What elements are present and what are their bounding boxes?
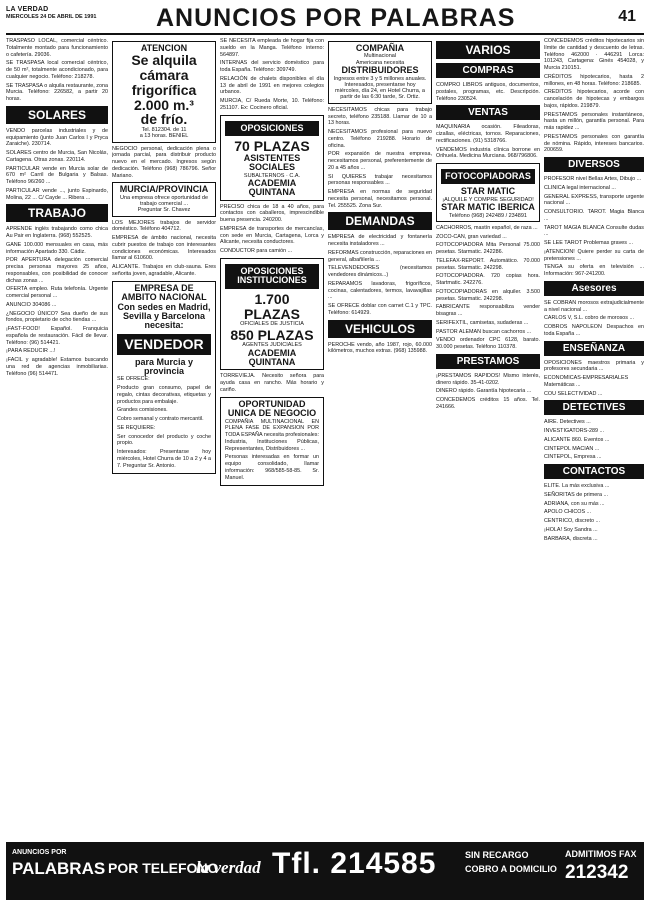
box-line: OFICIALES DE JUSTICIA (240, 321, 304, 328)
classified-ad: ANUNCIO 304086 ... (6, 301, 57, 308)
section-header-asesores: Asesores (544, 281, 644, 296)
box-line: OPORTUNIDAD UNICA DE NEGOCIO (227, 398, 317, 419)
classified-ad: EMPRESA de transportes de mercancías, con sede en Murcia, Cartagena, Lorca y Alicante, necesita conductores. (220, 225, 324, 246)
box-line: 850 PLAZAS (230, 326, 314, 343)
classified-ad: COBROS NAPOLEON Despachos en toda España ... (544, 324, 644, 337)
classified-ad: ALICANTE. Trabajos en club-sauna. Eres señorita joven, agradable, Alicante. (112, 264, 216, 277)
section-header-detectives: DETECTIVES (544, 400, 644, 415)
box-line: cámara (139, 67, 189, 84)
classified-grid (6, 38, 644, 836)
box-line: SUBALTERNOS · C.A. (243, 172, 301, 179)
classified-ad: OPOSICIONES maestros primaria y profesores secundaria ... (544, 359, 644, 373)
box-line: FOTOCOPIADORAS (441, 169, 535, 184)
box-line: Americana necesita (355, 59, 405, 66)
box-line: Personas interesadas en formar un equipo consolidado, llamar información: 968/585-58-85. Sr. Manuel. (225, 454, 319, 481)
classified-ad: POR APERTURA delegación comercial precisa personas mayores 25 años, responsables, con posibilidad de conocer dichas zonas ... (6, 257, 108, 284)
box-line: ASISTENTES SOCIALES (243, 152, 301, 173)
classified-ad: SE COBRAN morosos extrajudicialmente a nivel nacional ... (544, 299, 644, 313)
classified-ad: CACHORROS, mastín español, de raza ... (436, 224, 538, 231)
fax-label: ADMITIMOS FAX (565, 849, 637, 859)
business-opportunity-box (220, 397, 324, 487)
oposiciones-ad-box (220, 115, 324, 201)
box-line: a 13 horas. BENIEL (139, 133, 189, 140)
section-header-diversos: DIVERSOS (544, 157, 644, 172)
section-header-compras: COMPRAS (436, 63, 540, 78)
classified-ad: SE TRASPASA local comercial céntrico, de 50 m², totalmente acondicionado, para cualquier negocio. Teléfono: 218278. (6, 60, 108, 80)
classified-ad: APRENDE inglés trabajando como chica Au Pair en Inglaterra. (968) 552525. (6, 226, 108, 239)
classified-ad: SOLARES centro de Murcia, San Nicolás, Cartagena. Otras zonas. 220114. (6, 150, 108, 163)
box-line: de frío. (140, 111, 188, 128)
classified-ad: ¡FACIL y agradable! Estamos buscando una red de agencias inmobiliarias. Teléfono (96) 514471. (6, 357, 108, 377)
classified-ad: SE TRASPASA o alquila restaurante, zona Murcia. Teléfono: 226582, a partir 20 horas. (6, 82, 108, 102)
classified-ad: CONCEDEMOS créditos hipotecarios sin límite de cantidad y descuento de letras. Teléfono 462000 · 446291 Lorca: 101243, Cartagena: Ginés 454028, y Murcia 210151. (544, 38, 644, 71)
classified-ad: OFERTA empleo. Ruta telefonía. Urgente comercial personal ... (6, 286, 108, 299)
classified-ad: POR expansión de nuestra empresa, necesitamos personal, preferentemente de 20 a 45 años ... (328, 151, 432, 171)
classified-ad: ¿NEGOCIO ÚNICO? Sea dueño de sus fondos, propietario de ocho tiendas ... (6, 310, 108, 324)
classified-ad: FABRICANTE responsabiliza vender bisagras ... (436, 304, 540, 318)
classified-ad: SE OFRECE doblar con carnet C.1 y TPC. Teléfono: 614929. (328, 303, 432, 316)
vendor-item: Cobro semanal y contrato mercantil. (117, 416, 204, 423)
classified-ad: PRECISO chica de 18 a 40 años, para contactos con caballeros, imprescindible buena presencia. 240200. (220, 203, 324, 224)
box-line: Multinacional (363, 53, 397, 60)
star-matic-ad-box (436, 163, 540, 222)
footer-label: PALABRAS (12, 859, 106, 878)
box-line: 2.000 m.³ (134, 96, 194, 113)
vendor-item: Ser conocedor del producto y coche propio. (117, 433, 211, 447)
classified-ad: TAROT MAGIA BLANCA Consulte dudas ... (544, 224, 644, 238)
classified-ad: GANE 100.000 mensuales en casa, más información Apartado 330. Cádiz. (6, 241, 108, 255)
classified-ad: ¡FAST-FOOD! Español. Franquicia española de restauración. Fácil de llevar. Teléfono: (96) 514421. (6, 326, 108, 346)
classified-ad: PARTICULAR vende en Murcia solar de 670 m² Carril de Bulgaria y Balsas. Teléfono 96/260 ... (6, 165, 108, 185)
cold-storage-ad-box (112, 41, 216, 143)
classified-ad: ZOCO-CAN, gran variedad ... (436, 233, 507, 240)
box-line: Una empresa ofrece oportunidad de trabajo comercial ... (119, 194, 209, 207)
column-2 (112, 38, 216, 836)
section-header-prestamos: PRESTAMOS (436, 354, 540, 369)
box-line: OPOSICIONES INSTITUCIONES (225, 264, 319, 289)
masthead (6, 6, 644, 40)
classified-ad: INTERNAS del servicio doméstico para toda España. Teléfono: 309749. (220, 60, 324, 73)
column-3 (220, 38, 324, 836)
classified-ad: EMPRESA en normas de seguridad necesita personal, necesitamos personal. Tel. 255525. Zona Sur. (328, 189, 432, 209)
box-line: COMPAÑIA (355, 43, 405, 53)
classified-ad: SE LEE TAROT Problemas graves ... (544, 240, 633, 246)
column-1 (6, 38, 108, 836)
classified-ad: MAQUINARIA ocasión. Fileadoras, cizallas, eléctricas, tornos. Reparaciones, rectificaciones. (91) 5318766. (436, 124, 540, 144)
box-line: STAR MATIC IBERICA (441, 202, 535, 213)
box-line: ¡ALQUILE Y COMPRE SEGURIDAD! (442, 196, 534, 203)
classified-ad: PEROCHE vendo, año 1987, rojo, 60.000 kilómetros, muchos extras. (968) 135988. (328, 341, 432, 355)
box-line: Se alquila (131, 52, 197, 69)
classified-ad: ¡PRESTAMOS RAPIDOS! Mismo interés, dinero rápido. 35-41-0202. (436, 372, 540, 386)
classified-ad: TENGA su oferta en televisión ... Información: 967-241200. (544, 264, 644, 277)
footer-label: SIN RECARGO (465, 850, 529, 860)
classified-ad: EMPRESA de ámbito nacional, necesita cubrir puestos de trabajo con interesantes condiciones económicas. Interesados llamar al 610600. (112, 235, 216, 262)
classified-ad: CONSULTORIO. TAROT. Magia Blanca ... (544, 209, 644, 222)
classified-ad: NECESITAMOS profesional para nuevo centro. Teléfono 219288. Horario de oficina. (328, 129, 432, 149)
classified-ad: PRESTAMOS personales instantáneos, hasta un millón, garantía personal. Para más rapidez ... (544, 111, 644, 131)
box-line: OPOSICIONES (225, 121, 319, 136)
classified-ad: AIRE. Detectives ... (544, 419, 591, 426)
classified-ad: FOTOCOPIADORAS en alquiler. 3.500 pesetas. Starmatic. 242298. (436, 288, 540, 302)
murcia-provincia-ad-box (112, 182, 216, 216)
section-header-demandas: DEMANDAS (328, 212, 432, 230)
classified-ad: NECESITAMOS chicas para trabajo secreto, teléfono 235188. Llamar de 10 a 13 horas. (328, 106, 432, 127)
footer-ad-banner (6, 842, 644, 900)
box-line: Teléfono (968) 242489 / 234891 (449, 212, 527, 219)
vendor-item: SE REQUIERE: (117, 424, 156, 431)
footer-label: POR TELEFONO (108, 860, 219, 876)
classified-ad: CONCEDEMOS créditos 15 años. Tel. 241666. (436, 397, 540, 410)
classified-ad: INVESTIGATORS-289 ... (544, 428, 605, 434)
classified-ad: EMPRESA de electricidad y fontanería necesita instaladores ... (328, 234, 432, 247)
classified-ad: SE NECESITA empleada de hogar fija con sueldo en la Manga. Teléfono interno: 564897. (220, 38, 324, 58)
footer-label: COBRO A DOMICILIO (465, 864, 557, 874)
classified-ad: CREDITOS hipotecarios, acorde con cancelación de hipotecas y embargos bajos, rápidos. 219879. (544, 89, 644, 109)
section-title: ANUNCIOS POR PALABRAS (156, 4, 516, 32)
classified-ad: ¡HOLA! Soy Sandra ... (544, 526, 598, 533)
classified-ad: LOS MEJORES trabajos de servidor doméstico. Teléfono 404712. (112, 219, 216, 233)
box-line: COMPAÑIA MULTINACIONAL EN PLENA FASE DE EXPANSION POR TODA ESPAÑA necesita profesionales: Industria, Instituciones Públicas, Representantes, Distribuidores ... (225, 418, 319, 452)
section-header-trabajo: TRABAJO (6, 204, 108, 222)
section-header-solares: SOLARES (6, 106, 108, 124)
box-line: EMPRESA DE AMBITO NACIONAL Con sedes en Madrid, Sevilla y Barcelona necesita: (117, 282, 211, 331)
page-number: 41 (618, 8, 636, 25)
box-line: Preguntar Sr. Chavez (137, 207, 191, 214)
classified-ad: APOLO CHICOS ... (544, 509, 592, 516)
top-rule (6, 33, 644, 35)
classified-ad: COMPRO LIBROS antiguos, documentos, postales, programas, etc. Descripción. Teléfono 230524. (436, 82, 540, 102)
box-line: frigorífica (131, 81, 197, 98)
justicia-ad-box (220, 258, 324, 370)
classified-ad: RELACIÓN de chalets disponibles el día 13 de abril de 1991 en mejores colegios urbanos. (220, 75, 324, 96)
classified-ad: CINTEPOL MACIAN ... (544, 445, 600, 452)
box-line: Ingresos entre 3 y 5 millones anuales. (333, 75, 427, 82)
classified-ad: REFORMAS construcción, reparaciones en general, albañilería ... (328, 249, 432, 263)
classified-ad: ¡PARA REDUCIR ...! (6, 348, 56, 355)
classified-ad: CRÉDITOS hipotecarios, hasta 2 millones, en 48 horas. Teléfono: 218685. (544, 73, 644, 87)
box-line: Interesados, presentarse hoy miércoles, día 24, en Hotel Churra, a partir de las 6:30 tarde, Sr. Ortiz. (335, 81, 425, 101)
classified-ad: ECONOMICAS-EMPRESARIALES Matemáticas ... (544, 375, 629, 388)
box-line: AGENTES JUDICIALES (242, 342, 302, 349)
classified-ad: ADRIANA, con su más ... (544, 500, 605, 507)
classified-ad: ELITE. La más exclusiva ... (544, 483, 610, 489)
section-header-contactos: CONTACTOS (544, 464, 644, 479)
section-header-vehiculos: VEHICULOS (328, 320, 432, 338)
classified-ad: PRESTAMOS personales con garantía de nómina. Rápido, intereses bancarios. 200659. (544, 133, 644, 154)
classified-ad: VENDEMOS industria clínica borrone en Orihuela. Medicina Murciana. 968/796806. (436, 146, 540, 160)
classified-ad: BARBARA, discreta ... (544, 535, 598, 542)
fax-number: 212342 (565, 862, 629, 883)
classified-ad: TORREVIEJA. Necesito señora para ayuda casa en rancho. Más horario y cariño. (220, 373, 324, 393)
classified-ad: SERIFEXTIL, camisetas, sudaderas ... (436, 319, 529, 326)
classified-ad: TRASPASO LOCAL, comercial céntrico. Totalmente montado para funcionamiento o cafetería. 29036. (6, 38, 108, 58)
vendor-subtitle: para Murcia y provincia (134, 356, 194, 376)
column-5 (436, 38, 540, 836)
box-line: MURCIA/PROVINCIA (119, 184, 209, 195)
box-line: 1.700 PLAZAS (244, 290, 300, 322)
paper-name: LA VERDAD (6, 6, 49, 13)
classified-ad: ALICANTE 860. Eventos ... (544, 436, 610, 443)
vendor-item: SE OFRECE: (117, 376, 150, 383)
distributors-ad-box (328, 41, 432, 104)
classified-ad: FOTOCOPIADORA Mita Personal 75.000 pesetas. Starmatic. 242286. (436, 242, 540, 256)
box-line: ATENCION (140, 43, 188, 53)
classified-ad: TELEVENDEDORES (necesitamos vendedores dinámicos...) (328, 265, 432, 278)
classified-ad: CINTEPOL, Empresa ... (544, 454, 602, 461)
column-4 (328, 38, 432, 836)
section-header-ventas: VENTAS (436, 105, 540, 120)
box-line: 70 PLAZAS (234, 137, 310, 154)
classified-ad: GENERAL EXPRESS, transporte urgente nacional ... (544, 193, 644, 207)
vendor-title: VENDEDOR (117, 334, 211, 355)
classified-ad: CARLOS V, S.L. cobro de morosos ... (544, 315, 634, 322)
classified-ad: SI QUIERES trabajar necesitamos personas responsables ... (328, 173, 432, 187)
vendor-ad-box (112, 281, 216, 475)
classified-ad: VENDO parcelas industriales y de equipamiento (junto Juan Carlos I y Pryca Zaraiche). 230714. (6, 127, 108, 148)
classified-ad: COU SELECTIVIDAD ... (544, 390, 603, 397)
newspaper-logo: la verdad (196, 858, 261, 877)
classified-ad: FOTOCOPIADORA. 720 copias hora. Startmatic. 242276. (436, 273, 540, 287)
telephone-number: Tfl. 214585 (272, 847, 437, 880)
column-6 (544, 38, 644, 836)
classified-ad: TELEFAX-REPORT. Automático. 70.000 pesetas. Starmatic. 242298. (436, 257, 540, 271)
footer-label: ANUNCIOS POR (12, 849, 67, 856)
classified-ad: DINERO rápido. Garantía hipotecaria ... (436, 388, 532, 395)
section-header-ensenanza: ENSEÑANZA (544, 341, 644, 356)
classified-ad: REPARAMOS lavadoras, frigoríficos, cocinas, calentadores, termos, lavavajillas ... (328, 280, 432, 301)
box-line: ACADEMIA QUINTANA (247, 347, 297, 367)
box-line: ACADEMIA QUINTANA (247, 177, 297, 198)
classified-ad: ¡ATENCION! Quiere perder su carta de pretensiones ... (544, 248, 644, 262)
classified-ad: NEGOCIO personal, dedicación plena o jornada parcial, para distribuir producto nuevo en el mercado. Ingresos según dedicación. Teléfono (968) 786796. Señor Mariano. (112, 145, 216, 179)
classified-ad: PROFESOR nivel Bellas Artes, Dibujo ... (544, 176, 642, 182)
classified-ad: CENTRICO, discreto ... (544, 518, 601, 524)
classified-ad: MURCIA, C/ Rueda Morte, 10. Teléfono: 251107. Ex: Cocinero oficial. (220, 98, 324, 111)
classified-ad: PASTOR ALEMAN buscan cachorros ... (436, 328, 532, 335)
vendor-item: Producto gran consumo, papel de regalo, cintas decorativas, etiquetas y productos para embalaje. (117, 385, 211, 405)
vendor-item: Grandes comisiones. (117, 407, 168, 414)
classified-ad: VENDO ordenador CPC 6128, barato. 30.000 pesetas. Teléfono 110378. (436, 337, 540, 351)
date-line: MIERCOLES 24 DE ABRIL DE 1991 (6, 14, 97, 20)
classified-ad: CONDUCTOR para camión ... (220, 248, 293, 255)
box-line: Tel. 812304. de 11 (141, 126, 187, 133)
classified-ad: SEÑORITAS de primera ... (544, 491, 609, 498)
classified-ad: PARTICULAR vende ..., junto Espinardo, Molina, 22 ... C/ Cayde ... Ribera ... (6, 187, 108, 201)
vendor-item: Interesados: Presentarse hoy miércoles, Hotel Churra de 10 a 2 y 4 a 7. Preguntar Sr. Antonio. (117, 449, 211, 469)
section-header-varios: VARIOS (436, 41, 540, 59)
box-line: STAR MATIC (460, 186, 516, 197)
classified-ad: CLINICA legal internacional ... (544, 184, 616, 191)
box-line: DISTRIBUIDORES (341, 65, 419, 76)
